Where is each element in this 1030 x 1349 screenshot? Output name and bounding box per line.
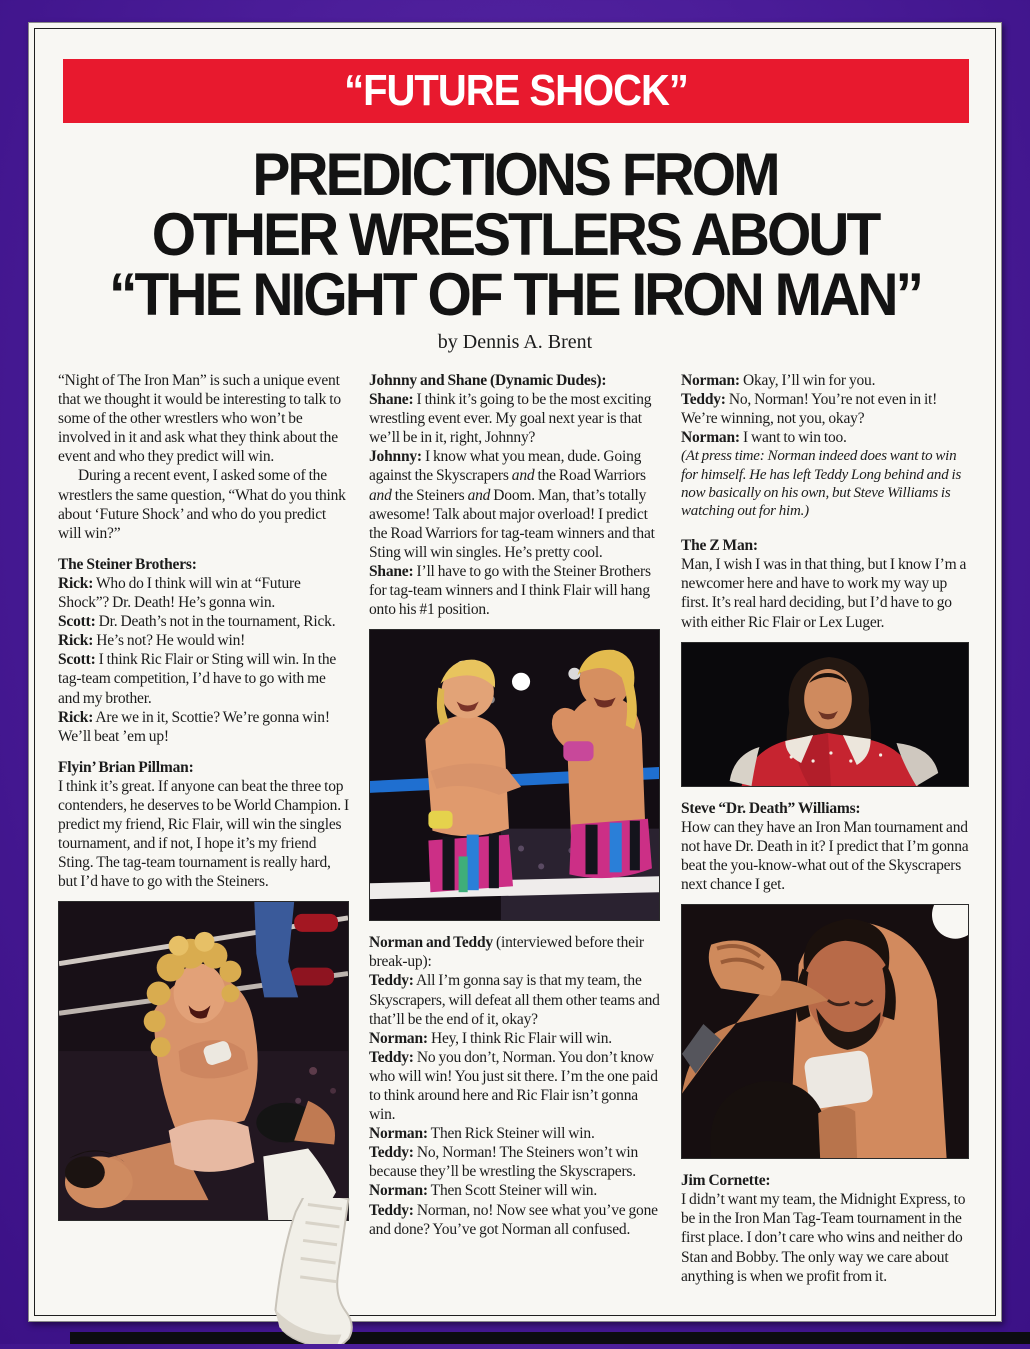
body-paragraph: [369, 1201, 660, 1239]
text-segment: I want to win too.: [739, 429, 847, 447]
body-paragraph: [58, 574, 349, 612]
magazine-page: [28, 22, 1002, 1322]
body-paragraph: [681, 390, 969, 428]
text-segment: Teddy:: [681, 391, 726, 409]
text-segment: I’ll have to go with the Steiner Brothers for tag-team winners and I think Flair will hang onto his #1 position.: [369, 562, 651, 619]
body-paragraph: [58, 777, 349, 892]
body-paragraph: [58, 631, 349, 650]
text-segment: and: [467, 486, 491, 504]
text-segment: Norman:: [369, 1029, 428, 1047]
column-2: [369, 371, 660, 1239]
section-heading: [369, 371, 660, 390]
text-segment: Dr. Death’s not in the tournament, Rick.: [95, 613, 336, 631]
body-paragraph: [369, 1143, 660, 1181]
body-paragraph: [58, 371, 349, 466]
text-segment: Rick:: [58, 708, 94, 726]
text-segment: I think it’s going to be the most exciting wrestling event ever. My goal next year is that we’ll be in it, right, Johnny?: [369, 391, 652, 447]
pillman-action-photo: [58, 901, 349, 1221]
text-segment: Then Scott Steiner will win.: [427, 1182, 598, 1200]
section-heading: [681, 536, 969, 555]
text-segment: Johnny and Shane (Dynamic Dudes):: [369, 372, 607, 389]
text-segment: How can they have an Iron Man tournament and not have Dr. Death in it? I predict that I’m gonna beat the you-know-what out of the Skyscrapers next chance I get.: [681, 818, 969, 894]
section-heading: [681, 1171, 969, 1190]
text-segment: and: [511, 467, 535, 485]
text-segment: The Steiner Brothers:: [58, 555, 197, 573]
section-heading: [58, 555, 349, 574]
text-segment: Norman and Teddy: [369, 934, 493, 952]
text-segment: All I’m gonna say is that my team, the Skyscrapers, will defeat all them other teams and that’ll be the end of it, okay?: [369, 972, 660, 1028]
text-segment: Teddy:: [369, 972, 414, 990]
text-segment: Doom. Man, that’s totally awesome! Talk about major overload! I predict the Road Warriors for tag-team winners and that Sting will win singles. He’s pretty cool.: [369, 486, 655, 561]
body-paragraph: [681, 818, 969, 894]
body-paragraph: [681, 371, 969, 390]
headline-line-2: OTHER WRESTLERS ABOUT: [151, 201, 879, 269]
headline-line-3: “THE NIGHT OF THE IRON MAN”: [109, 261, 921, 329]
text-segment: (interviewed before their break-up):: [369, 934, 644, 971]
text-segment: Flyin’ Brian Pillman:: [58, 758, 194, 776]
text-segment: Man, I wish I was in that thing, but I know I’m a newcomer here and have to work my way up first. It’s real hard deciding, but I’d have to go with either Ric Flair or Lex Luger.: [681, 556, 967, 631]
body-paragraph: [58, 612, 349, 631]
text-segment: Okay, I’ll win for you.: [739, 372, 876, 389]
text-segment: I know what you mean, dude. Going against the Skyscrapers: [369, 448, 642, 485]
text-segment: Scott:: [58, 651, 96, 669]
text-segment: No, Norman! You’re not even in it! We’re winning, not you, okay?: [681, 391, 938, 428]
scan-bottom-edge: [70, 1332, 1030, 1344]
body-paragraph: [369, 390, 660, 447]
text-segment: Norman:: [369, 1182, 428, 1200]
body-paragraph: [681, 428, 969, 447]
section-banner: [63, 59, 969, 123]
dynamic-dudes-photo: [369, 629, 660, 921]
zman-portrait-photo: [681, 642, 969, 787]
body-paragraph: [58, 466, 349, 542]
text-segment: the Road Warriors: [534, 467, 646, 485]
text-segment: Norman, no! Now see what you’ve gone and done? You’ve got Norman all confused.: [369, 1201, 658, 1238]
text-segment: Rick:: [58, 632, 94, 650]
text-segment: and: [369, 486, 392, 504]
text-segment: Who do I think will win at “Future Shock”? Dr. Death! He’s gonna win.: [58, 574, 301, 612]
text-segment: Jim Cornette:: [681, 1172, 771, 1190]
text-segment: “Night of The Iron Man” is such a unique event that we thought it would be interesting to talk to some of the other wrestlers who won’t be involved in it and ask what they think about the event and who they predict will win.: [58, 372, 341, 466]
body-paragraph: [681, 1190, 969, 1285]
text-segment: He’s not? He would win!: [93, 632, 246, 650]
text-segment: Norman:: [369, 1125, 428, 1143]
body-paragraph: [681, 447, 969, 520]
text-segment: I think Ric Flair or Sting will win. In the tag-team competition, I’d have to go with me and my brother.: [58, 651, 337, 707]
body-paragraph: [369, 1124, 660, 1143]
body-paragraph: [369, 562, 660, 619]
byline: by Dennis A. Brent: [437, 331, 593, 353]
text-segment: I didn’t want my team, the Midnight Express, to be in the Iron Man Tag-Team tournament in the first place. I don’t care who wins and neither do Stan and Bobby. The only way we care about anything is when we profit from it.: [681, 1191, 966, 1285]
text-segment: I think it’s great. If anyone can beat the three top contenders, he deserves to be World Champion. I predict my friend, Ric Flair, will win the singles tournament, and if not, I hope it’s my friend Sting. The tag-team tournament is really hard, but I’d have to go with the Steiners.: [58, 777, 349, 891]
text-segment: Then Rick Steiner will win.: [427, 1125, 595, 1143]
white-boot-cutout: [258, 1198, 370, 1344]
text-segment: Rick:: [58, 574, 94, 592]
body-paragraph: [369, 971, 660, 1028]
text-segment: Shane:: [369, 562, 414, 580]
text-segment: No you don’t, Norman. You don’t know who will win! You just sit there. I’m the one paid to think around here and Ric Flair isn’t gonna win.: [369, 1048, 658, 1124]
text-segment: No, Norman! The Steiners won’t win because they’ll be wrestling the Skyscrapers.: [369, 1144, 639, 1181]
section-heading: [58, 758, 349, 777]
text-segment: Are we in it, Scottie? We’re gonna win! We’ll beat ’em up!: [58, 708, 330, 745]
body-paragraph: [58, 650, 349, 707]
text-segment: Teddy:: [369, 1144, 414, 1162]
column-1: [58, 371, 349, 1221]
text-segment: Shane:: [369, 391, 414, 409]
text-segment: (At press time: Norman indeed does want to win for himself. He has left Teddy Long behind and is now basically on his own, but Steve Williams is watching out for him.): [681, 448, 962, 519]
text-segment: Norman:: [681, 372, 740, 389]
text-segment: Teddy:: [369, 1201, 414, 1219]
section-heading: [369, 933, 660, 971]
text-segment: Norman:: [681, 429, 740, 447]
text-segment: The Z Man:: [681, 537, 758, 555]
text-segment: the Steiners: [391, 486, 468, 504]
body-paragraph: [369, 1048, 660, 1124]
article-headline: [29, 141, 1001, 329]
banner-title: “FUTURE SHOCK”: [344, 66, 688, 115]
text-segment: Steve “Dr. Death” Williams:: [681, 799, 861, 817]
text-segment: Scott:: [58, 613, 96, 631]
body-paragraph: [681, 555, 969, 631]
headline-line-1: PREDICTIONS FROM: [252, 141, 778, 209]
body-paragraph: [369, 1029, 660, 1048]
text-segment: Teddy:: [369, 1048, 414, 1066]
body-paragraph: [369, 1181, 660, 1200]
section-heading: [681, 799, 969, 818]
body-paragraph: [369, 447, 660, 562]
body-paragraph: [58, 708, 349, 746]
text-segment: During a recent event, I asked some of the wrestlers the same question, “What do you think about ‘Future Shock’ and who do you predict will win?”: [58, 467, 346, 542]
text-segment: Johnny:: [369, 448, 422, 466]
text-segment: Hey, I think Ric Flair will win.: [427, 1029, 612, 1047]
column-3: [681, 371, 969, 1286]
dr-death-action-photo: [681, 904, 969, 1159]
